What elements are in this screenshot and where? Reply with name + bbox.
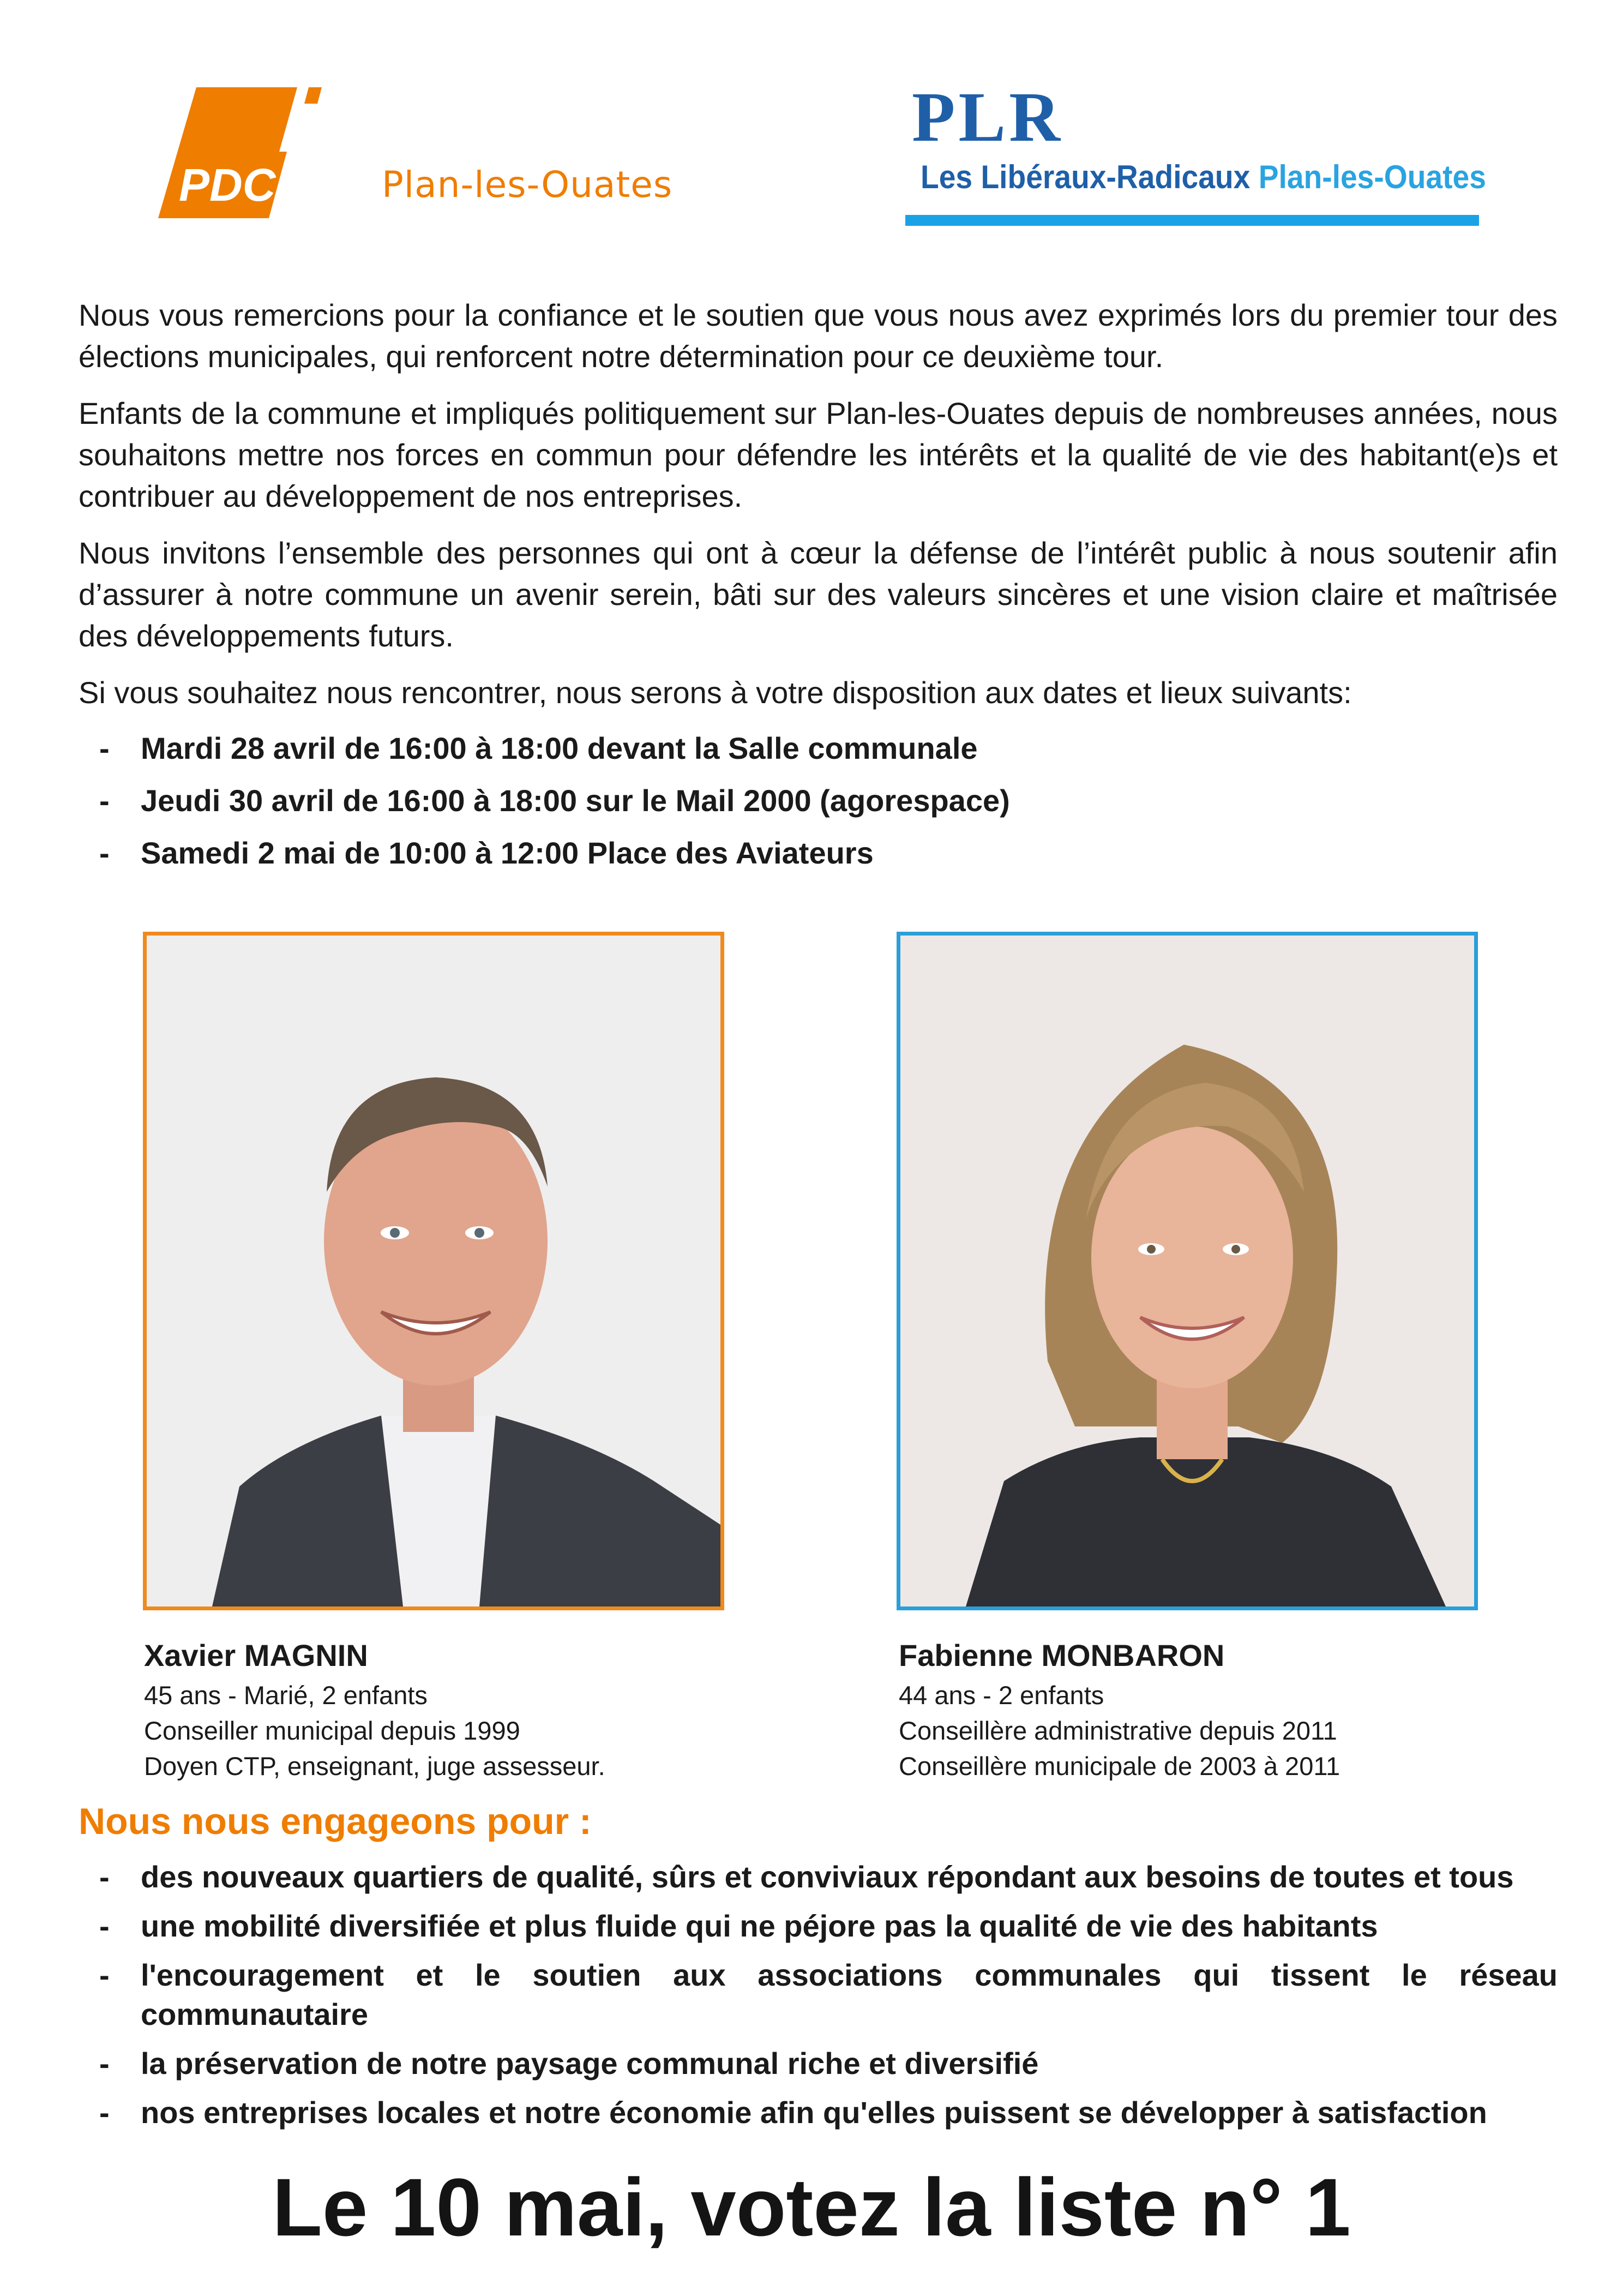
meeting-date-item: - Jeudi 30 avril de 16:00 à 18:00 sur le Mail 2000 (agorespace) <box>99 783 1010 818</box>
plr-logo-subtitle <box>921 158 1486 196</box>
commitments-section <box>79 1857 1558 2142</box>
candidate-photo-magnin <box>143 932 724 1610</box>
meeting-dates-list <box>79 729 1558 873</box>
commitments-heading: Nous nous engageons pour : <box>79 1801 592 1842</box>
candidate-detail: 44 ans - 2 enfants <box>899 1681 1104 1710</box>
pdc-place-name: Plan-les-Ouates <box>382 164 673 206</box>
meeting-date-item: - Mardi 28 avril de 16:00 à 18:00 devant la Salle communale <box>99 731 978 765</box>
candidate-caption-monbaron <box>899 1634 1340 1784</box>
candidate-detail: Conseillère municipale de 2003 à 2011 <box>899 1752 1341 1781</box>
candidate-detail: Conseiller municipal depuis 1999 <box>144 1716 520 1745</box>
intro-paragraph-1: Nous vous remercions pour la confiance et le soutien que vous nous avez exprimés lors du premier tour des élections municipales, qui renforcent notre détermination pour ce deuxième tour. <box>79 298 1558 374</box>
commitment-item: - l'encouragement et le soutien aux associations communales qui tissent le réseau communautaire <box>99 1958 1558 2031</box>
intro-section <box>79 295 1558 886</box>
commitment-item: - une mobilité diversifiée et plus fluide qui ne péjore pas la qualité de vie des habitants <box>99 1909 1378 1943</box>
intro-paragraph-4: Si vous souhaitez nous rencontrer, nous serons à votre disposition aux dates et lieux suivants: <box>79 675 1352 710</box>
meeting-date-item: - Samedi 2 mai de 10:00 à 12:00 Place des Aviateurs <box>99 836 874 870</box>
commitment-item: - nos entreprises locales et notre économie afin qu'elles puissent se développer à satisfaction <box>99 2095 1487 2130</box>
pdc-logo <box>158 87 322 218</box>
plr-subtitle-main: Les Libéraux-Radicaux <box>921 159 1251 195</box>
vote-slogan: Le 10 mai, votez la liste n° 1 <box>272 2161 1351 2253</box>
commitment-item: - la préservation de notre paysage communal riche et diversifié <box>99 2046 1039 2081</box>
intro-paragraph-3: Nous invitons l’ensemble des personnes qui ont à cœur la défense de l’intérêt public à nous soutenir afin d’assurer à notre commune un avenir serein, bâti sur des valeurs sincères et une vision claire et maîtrisée des développements futurs. <box>79 536 1558 653</box>
pdc-logo-text: PDC <box>179 159 276 211</box>
portrait-man-icon <box>147 936 720 1606</box>
candidate-detail: 45 ans - Marié, 2 enfants <box>144 1681 428 1710</box>
candidate-name: Fabienne MONBARON <box>899 1638 1225 1672</box>
intro-paragraph-2: Enfants de la commune et impliqués politiquement sur Plan-les-Ouates depuis de nombreuses années, nous souhaitons mettre nos forces en commun pour défendre les intérêts et la qualité de vie des habitant(e)s et contribuer au développement de nos entreprises. <box>79 396 1558 513</box>
portrait-woman-icon <box>900 936 1474 1606</box>
candidate-detail: Doyen CTP, enseignant, juge assesseur. <box>144 1752 605 1781</box>
plr-logo-underline <box>905 215 1479 226</box>
plr-subtitle-place: Plan-les-Ouates <box>1258 159 1486 195</box>
commitment-item: - des nouveaux quartiers de qualité, sûrs et conviviaux répondant aux besoins de toutes et tous <box>99 1860 1514 1894</box>
candidate-caption-magnin <box>144 1634 605 1784</box>
candidate-photo-monbaron <box>897 932 1478 1610</box>
commitments-list <box>79 1857 1558 2132</box>
candidate-detail: Conseillère administrative depuis 2011 <box>899 1716 1337 1745</box>
candidate-name: Xavier MAGNIN <box>144 1638 368 1672</box>
plr-logo-title: PLR <box>912 78 1063 157</box>
